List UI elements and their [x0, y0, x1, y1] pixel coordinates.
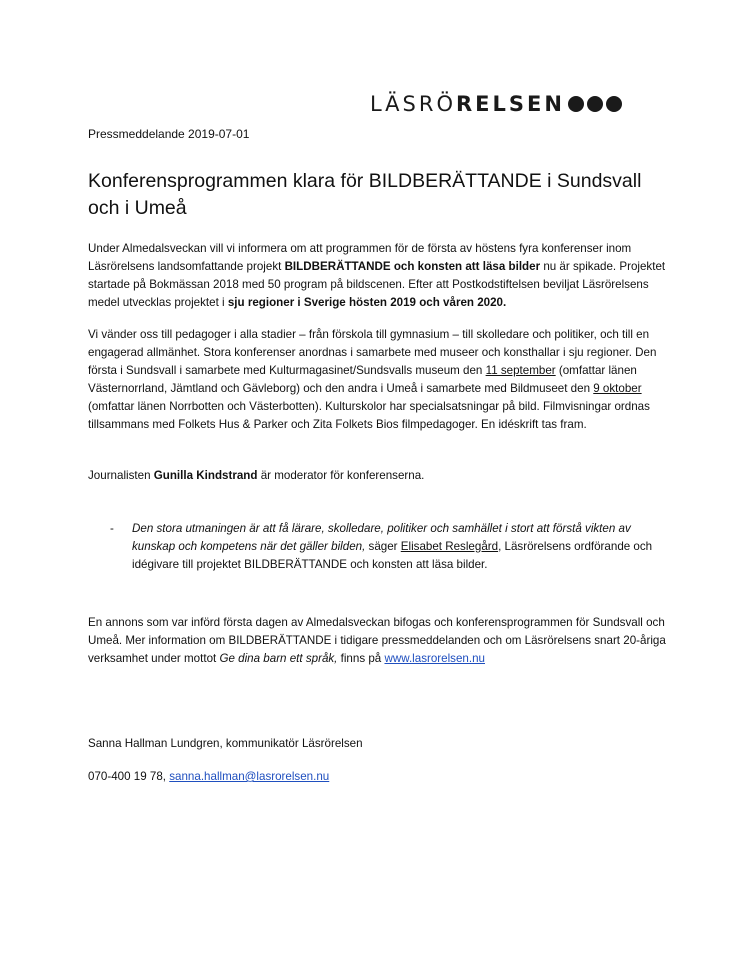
quote-text: Den stora utmaningen är att få lärare, skolledare, politiker och samhället i stort att förstå vikten av kunskap och kompetens när det gäller bilden, säger Elisabet Reslegård, Läsrörelsens ordförande och idégivare till projektet BILDBERÄTTANDE och konsten att läsa bilder. [132, 522, 653, 571]
logo-dot [587, 96, 603, 112]
press-release-date: Pressmeddelande 2019-07-01 [88, 127, 250, 141]
logo-dots [568, 96, 622, 112]
lasrorelsen-logo: LÄSRÖ RELSEN [370, 92, 622, 116]
website-link[interactable]: www.lasrorelsen.nu [384, 652, 485, 665]
quote-speaker: Elisabet Reslegård [400, 540, 499, 553]
paragraph-conferences: Vi vänder oss till pedagoger i alla stadier – från förskola till gymnasium – till skolledare och politiker, och till en engagerad allmänhet. Stora konferenser anordnas i samarbete med museer och konsthallar i sju regioner. Den första i Sundsvall i samarbete med Kulturmagasinet/Sundsvalls museum den 11 september (omfattar länen Västernorrland, Jämtland och Gävleborg) och den andra i Umeå i samarbete med Bildmuseet den 9 oktober (omfattar länen Norrbotten och Västerbotten). Kulturskolor har specialsatsningar på bild. Filmvisningar ordnas tillsammans med Folkets Hus & Parker och Zita Folkets Bios filmpedagoger. En idéskrift tas fram. [88, 328, 657, 431]
date-sundsvall: 11 september [485, 364, 556, 377]
paragraph-moderator: Journalisten Gunilla Kindstrand är moderator för konferenserna. [88, 469, 425, 482]
paragraph-intro: Under Almedalsveckan vill vi informera om att programmen för de första av höstens fyra konferenser inom Läsrörelsens landsomfattande projekt BILDBERÄTTANDE och konsten att läsa bilder nu är spikade. Projektet startade på Bokmässan 2018 med 50 program på bildscenen. Efter att Postkodstiftelsen beviljat Läsrörelsens medel utvecklas projektet i sju regioner i Sverige hösten 2019 och våren 2020. [88, 242, 666, 309]
contact-line [88, 768, 668, 786]
page-title: Konferensprogrammen klara för BILDBERÄTTANDE i Sundsvall och i Umeå [88, 170, 642, 219]
date-umea: 9 oktober [593, 382, 642, 395]
logo-dot [606, 96, 622, 112]
phone-number: 070-400 19 78, [88, 770, 170, 783]
signature: Sanna Hallman Lundgren, kommunikatör Läsrörelsen [88, 737, 363, 750]
paragraph-more-info: En annons som var införd första dagen av Almedalsveckan bifogas och konferensprogrammen för Sundsvall och Umeå. Mer information om BILDBERÄTTANDE i tidigare pressmeddelanden och om Läsrörelsens snart 20-åriga verksamhet under mottot Ge dina barn ett språk, finns på www.lasrorelsen.nu [88, 616, 666, 665]
email-link[interactable]: sanna.hallman@lasrorelsen.nu [169, 770, 330, 783]
quote-dash: - [110, 522, 114, 535]
logo-dot [568, 96, 584, 112]
quote-block [110, 520, 670, 574]
